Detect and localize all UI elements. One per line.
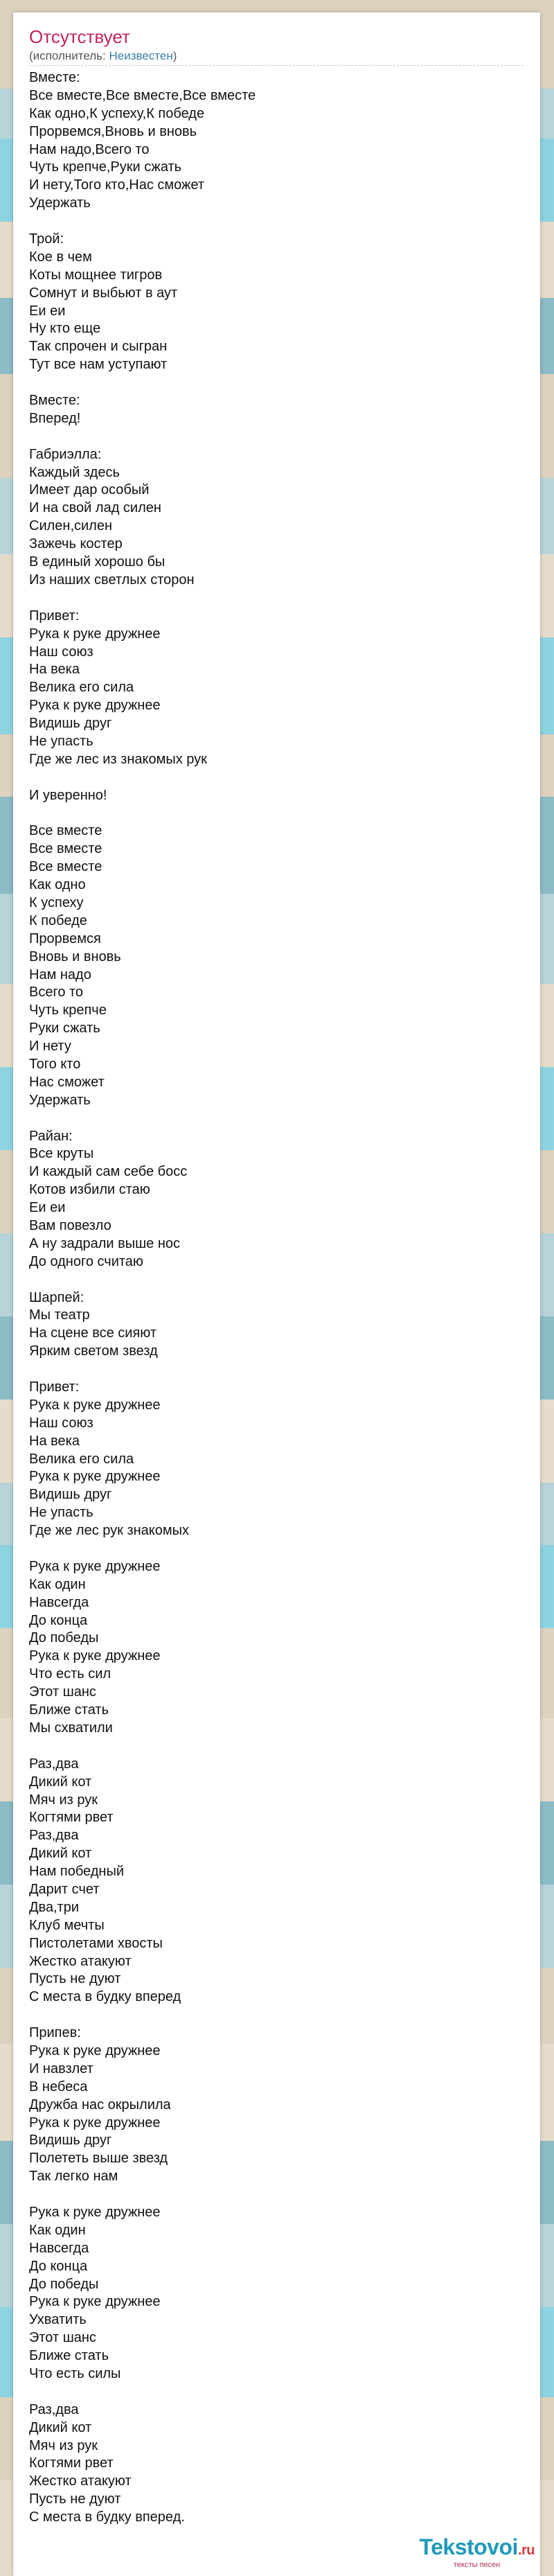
lyric-line: Когтями рвет <box>29 2455 114 2471</box>
lyric-line: Ближе стать <box>29 1702 109 1718</box>
lyric-line: Велика его сила <box>29 680 134 696</box>
lyric-line: Два,три <box>29 1899 80 1915</box>
lyric-line: К победе <box>29 912 87 928</box>
lyric-line: Зажечь костер <box>29 536 123 552</box>
lyric-line: И уверенно! <box>29 787 107 803</box>
lyric-line: Дружба нас окрылила <box>29 2097 171 2112</box>
lyric-line: Видишь друг <box>29 716 112 732</box>
artist-suffix: ) <box>172 49 177 62</box>
artist-prefix: (исполнитель: <box>29 49 109 62</box>
lyric-line: И навзлет <box>29 2061 93 2076</box>
lyric-line: Что есть силы <box>29 2366 121 2381</box>
lyric-line: Рука к руке дружнее <box>29 2294 161 2310</box>
lyric-line: Ближе стать <box>29 2348 109 2364</box>
lyric-line: И каждый сам себе босс <box>29 1164 188 1180</box>
lyric-line: Вновь и вновь <box>29 949 121 964</box>
lyric-line: Кое в чем <box>29 249 92 265</box>
lyric-line: Прорвемся,Вновь и вновь <box>29 123 197 139</box>
lyric-stanza <box>29 1289 524 1361</box>
lyric-line: Привет: <box>29 608 80 624</box>
lyric-line: Жестко атакуют <box>29 1953 132 1969</box>
lyric-line: Из наших светлых сторон <box>29 572 195 588</box>
lyric-line: Коты мощнее тигров <box>29 267 163 283</box>
lyric-stanza <box>29 2401 524 2527</box>
lyric-line: Где же лес из знакомых рук <box>29 751 207 767</box>
lyric-line: Не упасть <box>29 1505 93 1521</box>
lyric-line: Рука к руке дружнее <box>29 2115 161 2131</box>
lyric-line: Вместе: <box>29 70 80 85</box>
lyric-line: Удержать <box>29 1092 91 1108</box>
logo-name: Tekstovoi <box>419 2534 518 2559</box>
lyric-line: А ну задрали выше нос <box>29 1235 180 1251</box>
lyric-line: В небеса <box>29 2079 88 2094</box>
lyric-line: Тут все нам уступают <box>29 357 168 373</box>
lyric-line: Вместе: <box>29 393 80 409</box>
lyric-stanza <box>29 69 524 213</box>
lyric-stanza <box>29 1128 524 1271</box>
lyric-line: Как один <box>29 2222 86 2238</box>
lyric-line: Еи еи <box>29 303 66 319</box>
lyric-stanza <box>29 1756 524 2006</box>
lyric-line: Габриэлла: <box>29 446 102 462</box>
lyric-line: Когтями рвет <box>29 1810 114 1826</box>
lyrics-card <box>13 12 540 2576</box>
lyric-line: Раз,два <box>29 1756 79 1772</box>
lyric-stanza <box>29 787 524 805</box>
lyric-line: Нам надо,Всего то <box>29 141 150 157</box>
lyric-line: До конца <box>29 2258 88 2274</box>
lyric-stanza <box>29 1558 524 1738</box>
lyric-stanza <box>29 446 524 590</box>
artist-line <box>29 49 177 63</box>
lyric-line: Навсегда <box>29 1594 89 1610</box>
lyric-line: Сомнут и выбьют в аут <box>29 285 178 301</box>
lyric-line: И нету <box>29 1039 71 1055</box>
lyric-line: На века <box>29 662 80 678</box>
lyric-line: Трой: <box>29 231 64 247</box>
lyric-line: Рука к руке дружнее <box>29 698 161 714</box>
lyric-line: Этот шанс <box>29 2330 96 2346</box>
song-title: Отсутствует <box>29 26 130 47</box>
lyric-line: Этот шанс <box>29 1684 96 1700</box>
lyric-line: И на свой лад силен <box>29 500 161 516</box>
lyric-line: Навсегда <box>29 2240 89 2256</box>
lyric-line: Наш союз <box>29 644 93 660</box>
lyric-line: Того кто <box>29 1056 81 1072</box>
lyric-line: До одного считаю <box>29 1253 143 1269</box>
lyric-line: Удержать <box>29 195 91 211</box>
site-logo[interactable] <box>419 2535 535 2569</box>
lyric-line: Дикий кот <box>29 1846 92 1862</box>
lyric-line: Рука к руке дружнее <box>29 1397 161 1413</box>
lyric-line: Райан: <box>29 1128 73 1144</box>
logo-tld: .ru <box>517 2543 535 2558</box>
lyric-stanza <box>29 392 524 428</box>
lyric-line: Не упасть <box>29 733 93 749</box>
lyric-line: Как один <box>29 1576 86 1592</box>
lyric-line: Вам повезло <box>29 1218 111 1233</box>
lyric-line: Раз,два <box>29 2401 79 2417</box>
lyric-line: Видишь друг <box>29 1487 112 1503</box>
lyric-line: Клуб мечты <box>29 1917 105 1933</box>
lyric-line: Рука к руке дружнее <box>29 1648 161 1664</box>
lyric-line: Вперед! <box>29 410 81 426</box>
lyric-line: Имеет дар особый <box>29 482 150 498</box>
lyrics-text <box>29 69 524 2545</box>
lyric-line: Наш союз <box>29 1415 93 1431</box>
lyric-line: Так спрочен и сыгран <box>29 339 168 355</box>
lyric-line: С места в будку вперед <box>29 1989 181 2005</box>
lyric-line: Раз,два <box>29 1828 79 1844</box>
lyric-line: Все круты <box>29 1146 94 1162</box>
lyric-line: И нету,Того кто,Нас сможет <box>29 177 205 193</box>
lyric-line: Видишь друг <box>29 2133 112 2149</box>
lyric-stanza <box>29 2204 524 2383</box>
lyric-line: Рука к руке дружнее <box>29 2204 161 2220</box>
lyric-line: Рука к руке дружнее <box>29 626 161 642</box>
lyric-line: Силен,силен <box>29 518 113 534</box>
lyric-line: Как одно <box>29 877 86 893</box>
lyric-line: Нас сможет <box>29 1074 105 1090</box>
lyric-line: Чуть крепче,Руки сжать <box>29 159 182 175</box>
lyric-line: Все вместе <box>29 841 102 857</box>
lyric-line: До конца <box>29 1612 88 1628</box>
lyric-stanza <box>29 2024 524 2186</box>
lyric-stanza <box>29 608 524 769</box>
lyric-line: Руки сжать <box>29 1021 100 1036</box>
lyric-line: Нам надо <box>29 967 91 982</box>
lyric-line: Как одно,К успеху,К победе <box>29 105 205 121</box>
lyric-stanza <box>29 231 524 374</box>
lyric-line: Шарпей: <box>29 1289 84 1305</box>
lyric-line: Привет: <box>29 1379 80 1395</box>
lyric-line: Каждый здесь <box>29 464 120 480</box>
lyric-line: Жестко атакуют <box>29 2473 132 2489</box>
lyric-line: Все вместе,Все вместе,Все вместе <box>29 87 256 103</box>
lyric-line: Ярким светом звезд <box>29 1343 158 1359</box>
lyric-line: Так легко нам <box>29 2169 118 2185</box>
lyric-line: Ну кто еще <box>29 321 101 337</box>
lyric-line: До победы <box>29 2276 99 2292</box>
header-divider <box>29 65 524 66</box>
lyric-line: Пистолетами хвосты <box>29 1935 163 1951</box>
lyric-line: Мяч из рук <box>29 1792 98 1808</box>
lyric-stanza <box>29 822 524 1109</box>
lyric-line: Нам победный <box>29 1864 125 1880</box>
lyric-stanza <box>29 1379 524 1540</box>
lyric-line: Дарит счет <box>29 1881 100 1897</box>
lyric-line: Что есть сил <box>29 1666 111 1682</box>
lyric-line: Чуть крепче <box>29 1003 107 1018</box>
lyric-line: Мы театр <box>29 1307 90 1323</box>
lyric-line: Где же лес рук знакомых <box>29 1523 190 1539</box>
lyric-line: На сцене все сияют <box>29 1325 157 1341</box>
logo-tagline: тексты песен <box>454 2561 501 2569</box>
lyric-line: Рука к руке дружнее <box>29 2043 161 2058</box>
lyric-line: Котов избили стаю <box>29 1182 150 1198</box>
lyric-line: Рука к руке дружнее <box>29 1469 161 1485</box>
artist-link[interactable]: Неизвестен <box>109 49 173 62</box>
lyric-line: Еи еи <box>29 1200 66 1216</box>
lyric-line: На века <box>29 1433 80 1449</box>
lyric-line: Пусть не дуют <box>29 1971 121 1987</box>
lyric-line: До победы <box>29 1630 99 1646</box>
lyric-line: Припев: <box>29 2025 81 2041</box>
lyric-line: Полететь выше звезд <box>29 2151 168 2167</box>
lyric-line: Мяч из рук <box>29 2437 98 2453</box>
lyric-line: С места в будку вперед. <box>29 2509 185 2525</box>
lyric-line: Мы схватили <box>29 1720 113 1736</box>
lyric-line: Прорвемся <box>29 930 101 946</box>
lyric-line: Всего то <box>29 985 84 1000</box>
lyric-line: В единый хорошо бы <box>29 554 166 570</box>
lyric-line: Ухватить <box>29 2312 87 2328</box>
lyric-line: Дикий кот <box>29 2419 92 2435</box>
lyric-line: Дикий кот <box>29 1774 92 1790</box>
lyric-line: Рука к руке дружнее <box>29 1558 161 1574</box>
lyric-line: Пусть не дуют <box>29 2491 121 2507</box>
lyric-line: К успеху <box>29 894 84 910</box>
lyric-line: Велика его сила <box>29 1451 134 1467</box>
lyric-line: Все вместе <box>29 823 102 839</box>
lyric-line: Все вместе <box>29 859 102 875</box>
